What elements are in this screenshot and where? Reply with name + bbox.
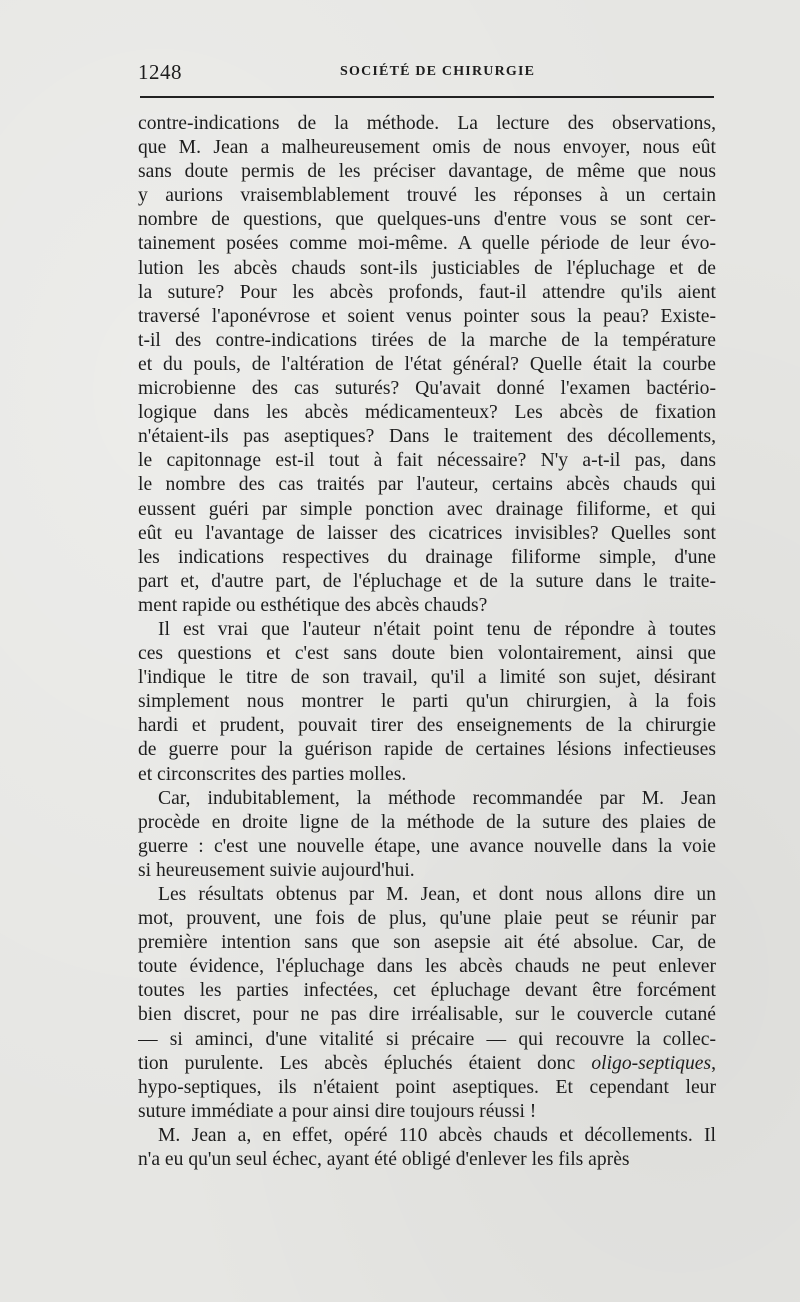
text-line: ces questions et c'est sans doute bien volontairement, ainsi que bbox=[138, 643, 716, 665]
text-line: le capitonnage est-il tout à fait nécessaire? N'y a-t-il pas, dans bbox=[138, 450, 716, 472]
text-line: — si aminci, d'une vitalité si précaire — qui recouvre la collec- bbox=[138, 1028, 716, 1050]
text-line: M. Jean a, en effet, opéré 110 abcès chauds et décollements. Il bbox=[158, 1124, 716, 1146]
text-line: Il est vrai que l'auteur n'était point tenu de répondre à toutes bbox=[158, 618, 716, 640]
text-line: toutes les parties infectées, cet épluchage devant être forcément bbox=[138, 980, 716, 1002]
paragraph bbox=[138, 1124, 716, 1172]
text-line: tion purulente. Les abcès épluchés étaient donc oligo-septiques, bbox=[138, 1052, 716, 1074]
text-line: suture immédiate a pour ainsi dire toujours réussi ! bbox=[138, 1100, 537, 1122]
text-line: guerre : c'est une nouvelle étape, une avance nouvelle dans la voie bbox=[138, 835, 716, 857]
text-line: logique dans les abcès médicamenteux? Les abcès de fixation bbox=[138, 402, 716, 424]
page-number: 1248 bbox=[138, 60, 182, 84]
body-text bbox=[138, 112, 716, 1172]
text-line: Les résultats obtenus par M. Jean, et dont nous allons dire un bbox=[158, 884, 716, 905]
text-line: que M. Jean a malheureusement omis de nous envoyer, nous eût bbox=[138, 137, 716, 159]
running-head bbox=[138, 60, 714, 84]
text-line: et circonscrites des parties molles. bbox=[138, 763, 407, 785]
text-line: mot, prouvent, une fois de plus, qu'une plaie peut se réunir par bbox=[138, 908, 716, 930]
text-line: n'étaient-ils pas aseptiques? Dans le traitement des décollements, bbox=[138, 426, 716, 448]
text-line: l'indique le titre de son travail, qu'il a limité son sujet, désirant bbox=[138, 667, 716, 689]
text-line: le nombre des cas traités par l'auteur, certains abcès chauds qui bbox=[138, 474, 716, 496]
text-line: traversé l'aponévrose et soient venus pointer sous la peau? Existe- bbox=[138, 305, 716, 327]
text-line: toute évidence, l'épluchage dans les abcès chauds ne peut enlever bbox=[138, 956, 716, 978]
paragraph bbox=[138, 618, 716, 787]
text-line: et du pouls, de l'altération de l'état général? Quelle était la courbe bbox=[138, 353, 716, 375]
paragraph bbox=[138, 787, 716, 883]
paragraph bbox=[138, 112, 716, 618]
text-line: les indications respectives du drainage filiforme simple, d'une bbox=[138, 546, 716, 568]
text-line: eût eu l'avantage de laisser des cicatrices invisibles? Quelles sont bbox=[138, 522, 716, 544]
text-line: contre-indications de la méthode. La lecture des observations, bbox=[138, 113, 716, 134]
text-line: nombre de questions, que quelques-uns d'entre vous se sont cer- bbox=[138, 209, 716, 231]
text-line: t-il des contre-indications tirées de la marche de la température bbox=[138, 329, 716, 351]
text-line: microbienne des cas suturés? Qu'avait donné l'examen bactério- bbox=[138, 378, 716, 400]
text-line: ment rapide ou esthétique des abcès chauds? bbox=[138, 594, 488, 616]
paragraph bbox=[138, 883, 716, 1124]
text-line: procède en droite ligne de la méthode de la suture des plaies de bbox=[138, 811, 716, 833]
header-rule bbox=[140, 96, 714, 98]
text-line: sans doute permis de les préciser davantage, de même que nous bbox=[138, 161, 716, 183]
italic-term: oligo-septiques bbox=[591, 1052, 712, 1074]
text-line: si heureusement suivie aujourd'hui. bbox=[138, 859, 415, 881]
text-line: hardi et prudent, pouvait tirer des enseignements de la chirurgie bbox=[138, 715, 716, 737]
text-line: y aurions vraisemblablement trouvé les réponses à un certain bbox=[138, 185, 716, 207]
text-line: première intention sans que son asepsie ait été absolue. Car, de bbox=[138, 932, 716, 954]
text-line: simplement nous montrer le parti qu'un chirurgien, à la fois bbox=[138, 691, 716, 713]
text-line: part et, d'autre part, de l'épluchage et de la suture dans le traite- bbox=[138, 570, 716, 592]
text-line: eussent guéri par simple ponction avec drainage filiforme, et qui bbox=[138, 498, 716, 520]
text-line: de guerre pour la guérison rapide de certaines lésions infectieuses bbox=[138, 739, 716, 761]
text-line: Car, indubitablement, la méthode recommandée par M. Jean bbox=[158, 787, 716, 809]
text-line: tainement posées comme moi-même. A quelle période de leur évo- bbox=[138, 233, 716, 255]
text-line: la suture? Pour les abcès profonds, faut-il attendre qu'ils aient bbox=[138, 281, 716, 303]
text-line: n'a eu qu'un seul échec, ayant été obligé d'enlever les fils après bbox=[138, 1149, 630, 1171]
text-line: lution les abcès chauds sont-ils justiciables de l'épluchage et de bbox=[138, 257, 716, 279]
journal-title: SOCIÉTÉ DE CHIRURGIE bbox=[340, 64, 536, 79]
text-line: hypo-septiques, ils n'étaient point aseptiques. Et cependant leur bbox=[138, 1076, 716, 1098]
text-line: bien discret, pour ne pas dire irréalisable, sur le couvercle cutané bbox=[138, 1004, 716, 1026]
